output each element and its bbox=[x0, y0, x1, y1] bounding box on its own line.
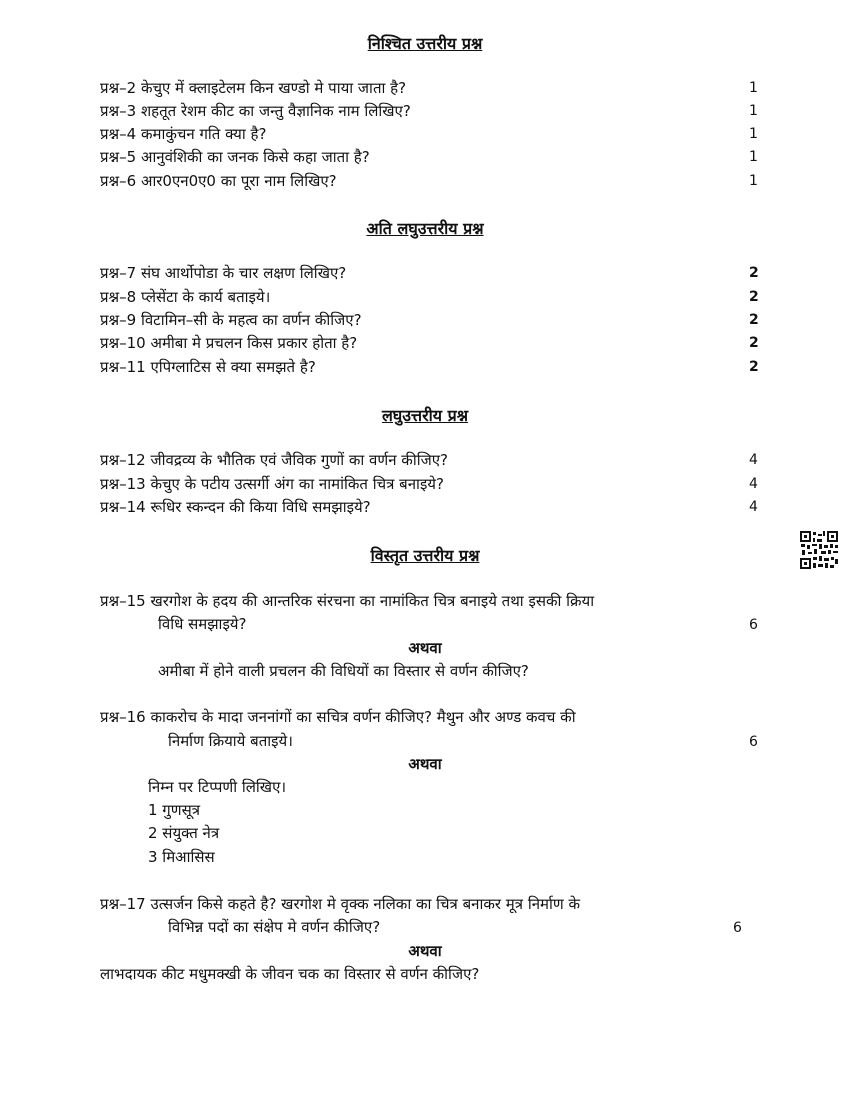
question-17-marks: 6 bbox=[733, 920, 742, 936]
question-16-line1: प्रश्न–16 काकरोच के मादा जननांगों का सचित्र वर्णन कीजिए? मैथुन और अण्ड कवच की bbox=[100, 708, 576, 726]
section-title-short: लघुउत्तरीय प्रश्न bbox=[381, 406, 469, 425]
question-10-marks: 2 bbox=[749, 335, 759, 351]
question-7-marks: 2 bbox=[749, 265, 759, 281]
question-8: प्रश्न–8 प्लेसेंटा के कार्य बताइये। bbox=[100, 288, 271, 306]
question-13: प्रश्न–13 केचुए के पटीय उत्सर्गी अंग का नामांकित चित्र बनाइये? bbox=[100, 475, 444, 493]
question-17-or: अथवा bbox=[408, 942, 442, 960]
question-4-marks: 1 bbox=[749, 126, 758, 142]
question-17-line2: विभिन्न पदों का संक्षेप मे वर्णन कीजिए? bbox=[168, 918, 381, 936]
question-16-line2: निर्माण क्रियाये बताइये। bbox=[168, 732, 293, 750]
question-16-alt-item-2: 2 संयुक्त नेत्र bbox=[148, 824, 220, 842]
section-title-objective: निश्चित उत्तरीय प्रश्न bbox=[367, 34, 483, 53]
question-14: प्रश्न–14 रूधिर स्कन्दन की किया विधि समझाइये? bbox=[100, 498, 371, 516]
question-16-alt-item-3: 3 मिआसिस bbox=[148, 848, 215, 866]
question-15-line2: विधि समझाइये? bbox=[158, 615, 247, 633]
question-7: प्रश्न–7 संघ आर्थोपोडा के चार लक्षण लिखिए? bbox=[100, 264, 347, 282]
question-16-alt-intro: निम्न पर टिप्पणी लिखिए। bbox=[148, 778, 287, 796]
question-6: प्रश्न–6 आर0एन0ए0 का पूरा नाम लिखिए? bbox=[100, 172, 337, 190]
question-11-marks: 2 bbox=[749, 359, 759, 375]
question-16-or: अथवा bbox=[408, 755, 442, 773]
question-15-alternative: अमीबा में होने वाली प्रचलन की विधियों का विस्तार से वर्णन कीजिए? bbox=[158, 662, 529, 680]
question-16-alt-item-1: 1 गुणसूत्र bbox=[148, 801, 201, 819]
section-title-long: विस्तृत उत्तरीय प्रश्न bbox=[370, 546, 480, 565]
question-12-marks: 4 bbox=[749, 452, 758, 468]
question-4: प्रश्न–4 कमाकुंचन गति क्या है? bbox=[100, 125, 267, 143]
question-15-or: अथवा bbox=[408, 639, 442, 657]
question-15-line1: प्रश्न–15 खरगोश के हदय की आन्तरिक संरचना का नामांकित चित्र बनाइये तथा इसकी क्रिया bbox=[100, 592, 595, 610]
question-3: प्रश्न–3 शहतूत रेशम कीट का जन्तु वैज्ञानिक नाम लिखिए? bbox=[100, 102, 411, 120]
question-12: प्रश्न–12 जीवद्रव्य के भौतिक एवं जैविक गुणों का वर्णन कीजिए? bbox=[100, 451, 448, 469]
question-5: प्रश्न–5 आनुवंशिकी का जनक किसे कहा जाता है? bbox=[100, 148, 370, 166]
question-2-marks: 1 bbox=[749, 80, 758, 96]
question-2: प्रश्न–2 केचुए में क्लाइटेलम किन खण्डो मे पाया जाता है? bbox=[100, 79, 407, 97]
question-10: प्रश्न–10 अमीबा मे प्रचलन किस प्रकार होता है? bbox=[100, 334, 358, 352]
question-17-alternative: लाभदायक कीट मधुमक्खी के जीवन चक का विस्तार से वर्णन कीजिए? bbox=[100, 965, 480, 983]
question-13-marks: 4 bbox=[749, 476, 758, 492]
question-15-marks: 6 bbox=[749, 617, 758, 633]
question-8-marks: 2 bbox=[749, 289, 759, 305]
question-16-marks: 6 bbox=[749, 734, 758, 750]
question-9: प्रश्न–9 विटामिन–सी के महत्व का वर्णन कीजिए? bbox=[100, 311, 362, 329]
question-14-marks: 4 bbox=[749, 499, 758, 515]
question-3-marks: 1 bbox=[749, 103, 758, 119]
question-11: प्रश्न–11 एपिग्लाटिस से क्या समझते है? bbox=[100, 358, 316, 376]
question-9-marks: 2 bbox=[749, 312, 759, 328]
question-5-marks: 1 bbox=[749, 149, 758, 165]
section-title-very-short: अति लघुउत्तरीय प्रश्न bbox=[366, 219, 484, 238]
question-17-line1: प्रश्न–17 उत्सर्जन किसे कहते है? खरगोश मे वृक्क नलिका का चित्र बनाकर मूत्र निर्माण के bbox=[100, 895, 581, 913]
question-6-marks: 1 bbox=[749, 173, 758, 189]
